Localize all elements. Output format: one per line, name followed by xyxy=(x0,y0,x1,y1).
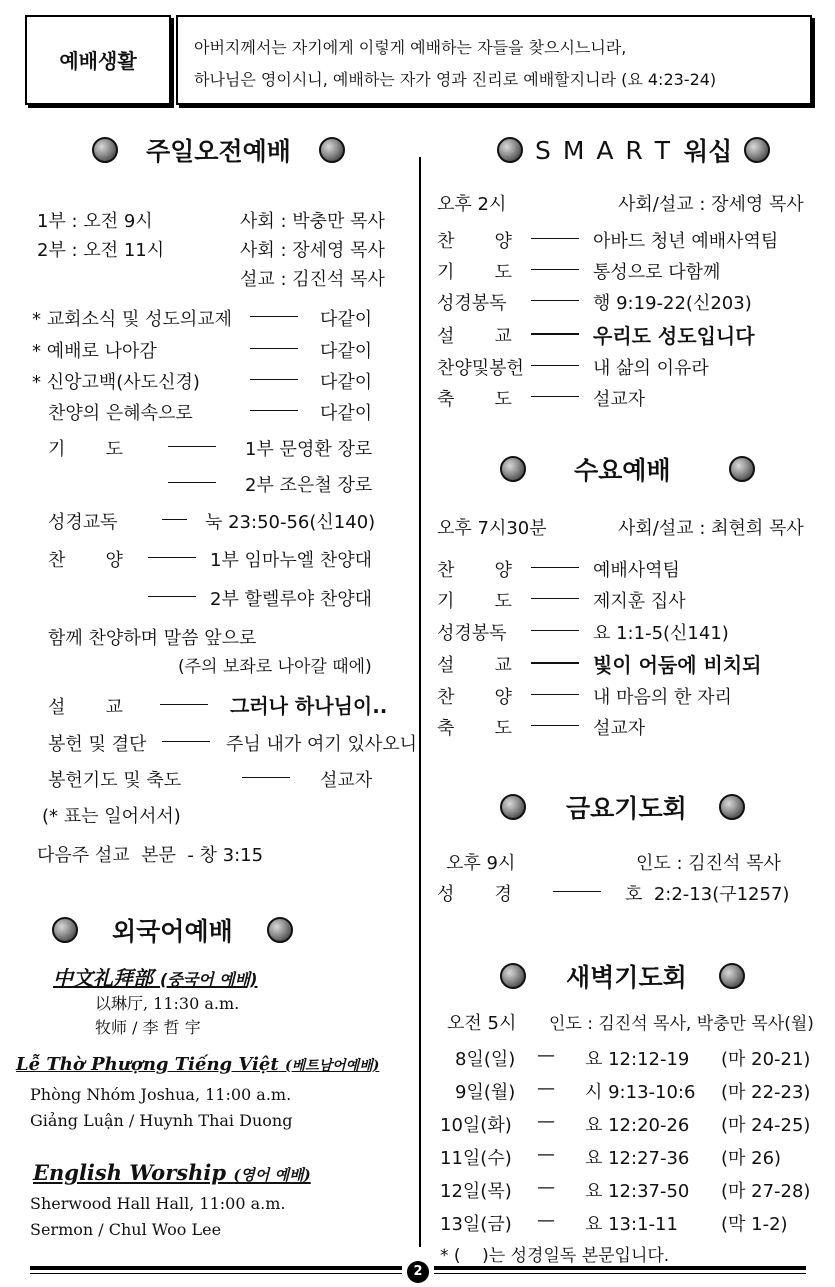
dash-line xyxy=(553,891,601,892)
dash-line xyxy=(531,365,579,366)
wednesday-item-label: 기 도 xyxy=(437,591,512,612)
friday-leader: 인도 : 김진석 목사 xyxy=(636,853,781,874)
friday-section-title: 금요기도회 xyxy=(500,789,745,825)
bullet-ball-icon xyxy=(719,794,745,820)
prayer-part1: 1부 문영환 장로 xyxy=(245,439,373,460)
order-item-value: 다같이 xyxy=(320,309,373,330)
page-number: 2 xyxy=(407,1261,429,1283)
english-worship-title: English Worship (영어 예배) xyxy=(33,1160,311,1185)
praise-part2: 2부 할렐루야 찬양대 xyxy=(210,589,372,610)
dawn-day: 11일(수) xyxy=(440,1148,512,1169)
dawn-extra: (마 20-21) xyxy=(721,1049,811,1070)
wednesday-leader: 사회/설교 : 최현희 목사 xyxy=(618,518,804,539)
wednesday-item-value: 예배사역팀 xyxy=(593,560,680,581)
dash-line xyxy=(531,725,579,726)
smart-item-label: 기 도 xyxy=(437,262,512,283)
smart-item-value: 통성으로 다함께 xyxy=(593,262,721,283)
dawn-dash: — xyxy=(537,1210,555,1231)
smart-item-label: 설 교 xyxy=(437,326,512,347)
dawn-dash: — xyxy=(537,1177,555,1198)
wednesday-item-label: 축 도 xyxy=(437,718,512,739)
dawn-reading: 요 12:20-26 xyxy=(585,1115,690,1136)
smart-sermon-title: 우리도 성도입니다 xyxy=(593,324,755,348)
smart-item-value: 아바드 청년 예배사역팀 xyxy=(593,231,779,252)
wednesday-sermon-title: 빛이 어둠에 비치되 xyxy=(593,653,762,677)
dash-line xyxy=(160,704,208,705)
dawn-reading: 요 12:27-36 xyxy=(585,1148,690,1169)
offering-label: 봉헌 및 결단 xyxy=(48,734,147,755)
smart-item-label: 성경봉독 xyxy=(437,293,507,314)
viet-pastor: Giảng Luận / Huynh Thai Duong xyxy=(30,1111,293,1130)
friday-time: 오후 9시 xyxy=(446,853,516,874)
smart-section-title: S M A R T 워십 xyxy=(497,132,770,168)
together-subline: (주의 보좌로 나아갈 때에) xyxy=(178,657,372,677)
prayer-part2: 2부 조은철 장로 xyxy=(245,475,373,496)
dawn-reading: 요 12:37-50 xyxy=(585,1181,690,1202)
offering-value: 주님 내가 여기 있사오니 xyxy=(226,734,418,755)
order-item-label: * 교회소식 및 성도의교제 xyxy=(32,309,233,330)
dash-line xyxy=(531,300,579,301)
dawn-dash: — xyxy=(537,1045,555,1066)
part1-time: 1부 : 오전 9시 xyxy=(37,211,153,232)
dawn-time: 오전 5시 xyxy=(447,1013,517,1034)
dawn-note: * ( )는 성경일독 본문입니다. xyxy=(440,1246,670,1266)
dash-line xyxy=(250,379,298,380)
dash-line xyxy=(531,694,579,695)
dawn-extra: (마 26) xyxy=(721,1148,782,1169)
dawn-dash: — xyxy=(537,1144,555,1165)
footer-rule-left xyxy=(30,1266,402,1270)
dash-line xyxy=(250,316,298,317)
verse-line-2: 하나님은 영이시니, 예배하는 자가 영과 진리로 예배할지니라 (요 4:23-24) xyxy=(194,70,717,89)
header-label: 예배생활 xyxy=(59,49,137,73)
part1-leader: 사회 : 박충만 목사 xyxy=(240,211,385,232)
next-sermon: 다음주 설교 본문 - 창 3:15 xyxy=(37,845,264,866)
dawn-reading: 요 13:1-11 xyxy=(585,1214,678,1235)
wednesday-item-value: 설교자 xyxy=(593,718,646,739)
bullet-ball-icon xyxy=(319,137,345,163)
dawn-day: 12일(목) xyxy=(440,1181,512,1202)
chinese-pastor: 牧师 / 李 哲 宇 xyxy=(95,1018,201,1037)
smart-item-label: 축 도 xyxy=(437,389,512,410)
sermon-title: 그러나 하나님이.. xyxy=(230,694,388,718)
dash-line xyxy=(168,482,216,483)
dash-line xyxy=(531,238,579,239)
part2-time: 2부 : 오전 11시 xyxy=(37,240,165,261)
sermon-label: 설 교 xyxy=(48,697,123,718)
dawn-reading: 시 9:13-10:6 xyxy=(585,1082,696,1103)
dawn-dash: — xyxy=(537,1078,555,1099)
dawn-day: 8일(일) xyxy=(455,1049,516,1070)
bullet-ball-icon xyxy=(500,963,526,989)
wednesday-item-value: 요 1:1-5(신141) xyxy=(593,623,729,644)
dawn-day: 10일(화) xyxy=(440,1115,512,1136)
dawn-extra: (마 27-28) xyxy=(721,1181,811,1202)
order-item-value: 다같이 xyxy=(320,341,373,362)
dash-line xyxy=(162,519,187,520)
column-divider xyxy=(419,157,421,1247)
smart-item-value: 내 삶의 이유라 xyxy=(593,358,709,379)
bullet-ball-icon xyxy=(52,917,78,943)
wednesday-item-value: 제지훈 집사 xyxy=(593,591,686,612)
bullet-ball-icon xyxy=(719,963,745,989)
order-item-label: * 신앙고백(사도신경) xyxy=(32,372,200,393)
dash-line xyxy=(250,410,298,411)
dash-line xyxy=(531,630,579,631)
header-verse-box xyxy=(176,15,812,105)
dawn-reading: 요 12:12-19 xyxy=(585,1049,690,1070)
offering-prayer-label: 봉헌기도 및 축도 xyxy=(48,770,182,791)
dash-line xyxy=(168,446,216,447)
dash-line xyxy=(531,567,579,568)
wednesday-item-label: 설 교 xyxy=(437,655,512,676)
sunday-preacher: 설교 : 김진석 목사 xyxy=(240,269,385,290)
reading-label: 성경교독 xyxy=(48,512,118,533)
english-place: Sherwood Hall Hall, 11:00 a.m. xyxy=(30,1194,286,1213)
dawn-dash: — xyxy=(537,1111,555,1132)
dash-line xyxy=(162,741,210,742)
friday-scripture-label: 성 경 xyxy=(437,884,512,905)
dawn-extra: (마 22-23) xyxy=(721,1082,811,1103)
wednesday-item-label: 성경봉독 xyxy=(437,623,507,644)
part2-leader: 사회 : 장세영 목사 xyxy=(240,240,385,261)
dash-line xyxy=(148,557,196,558)
together-line: 함께 찬양하며 말씀 앞으로 xyxy=(48,628,257,649)
sunday-section-title: 주일오전예배 xyxy=(92,132,345,168)
verse-line-1: 아버지께서는 자기에게 이렇게 예배하는 자들을 찾으시느니라, xyxy=(194,38,627,57)
chinese-place: 以琳厅, 11:30 a.m. xyxy=(95,994,240,1013)
prayer-label: 기 도 xyxy=(48,439,123,460)
wednesday-item-label: 찬 양 xyxy=(437,560,512,581)
dawn-section-title: 새벽기도회 xyxy=(500,958,745,994)
bullet-ball-icon xyxy=(500,456,526,482)
offering-prayer-value: 설교자 xyxy=(320,770,373,791)
bullet-ball-icon xyxy=(92,137,118,163)
footer-rule-left-thin xyxy=(30,1273,402,1274)
smart-item-value: 행 9:19-22(신203) xyxy=(593,293,752,314)
praise-label: 찬 양 xyxy=(48,550,123,571)
dawn-day: 13일(금) xyxy=(440,1214,512,1235)
dash-line xyxy=(242,777,290,778)
order-item-value: 다같이 xyxy=(320,372,373,393)
footer-rule-right xyxy=(434,1266,806,1270)
smart-time: 오후 2시 xyxy=(437,194,507,215)
standing-note: (* 표는 일어서서) xyxy=(42,806,181,827)
viet-worship-title: Lễ Thờ Phượng Tiếng Việt (베트남어예배) xyxy=(16,1054,380,1075)
bullet-ball-icon xyxy=(497,137,523,163)
friday-scripture-value: 호 2:2-13(구1257) xyxy=(625,884,790,905)
dash-line xyxy=(250,348,298,349)
order-item-value: 다같이 xyxy=(320,403,373,424)
praise-part1: 1부 임마누엘 찬양대 xyxy=(210,550,372,571)
dash-line xyxy=(531,662,579,664)
dawn-extra: (막 1-2) xyxy=(721,1214,788,1235)
dash-line xyxy=(531,333,579,335)
header-label-box xyxy=(25,15,171,105)
smart-leader: 사회/설교 : 장세영 목사 xyxy=(618,194,804,215)
bullet-ball-icon xyxy=(729,456,755,482)
bullet-ball-icon xyxy=(744,137,770,163)
smart-item-value: 설교자 xyxy=(593,389,646,410)
dash-line xyxy=(531,598,579,599)
viet-place: Phòng Nhóm Joshua, 11:00 a.m. xyxy=(30,1085,292,1104)
dawn-day: 9일(월) xyxy=(455,1082,516,1103)
dash-line xyxy=(531,396,579,397)
smart-item-label: 찬양및봉헌 xyxy=(437,358,524,379)
bullet-ball-icon xyxy=(500,794,526,820)
foreign-section-title: 외국어예배 xyxy=(52,912,293,948)
dash-line xyxy=(148,596,196,597)
order-item-label: 찬양의 은혜속으로 xyxy=(48,403,193,424)
footer-rule-right-thin xyxy=(434,1273,806,1274)
wednesday-section-title: 수요예배 xyxy=(500,451,755,487)
english-pastor: Sermon / Chul Woo Lee xyxy=(30,1220,222,1239)
smart-item-label: 찬 양 xyxy=(437,231,512,252)
wednesday-time: 오후 7시30분 xyxy=(437,518,547,539)
bullet-ball-icon xyxy=(267,917,293,943)
wednesday-item-label: 찬 양 xyxy=(437,687,512,708)
order-item-label: * 예배로 나아감 xyxy=(32,341,157,362)
dawn-extra: (마 24-25) xyxy=(721,1115,811,1136)
reading-value: 눅 23:50-56(신140) xyxy=(205,512,376,533)
chinese-worship-title: 中文礼拜部 (중국어 예배) xyxy=(53,966,258,990)
dash-line xyxy=(531,269,579,270)
dawn-leader: 인도 : 김진석 목사, 박충만 목사(월) xyxy=(549,1014,814,1034)
wednesday-item-value: 내 마음의 한 자리 xyxy=(593,687,732,708)
